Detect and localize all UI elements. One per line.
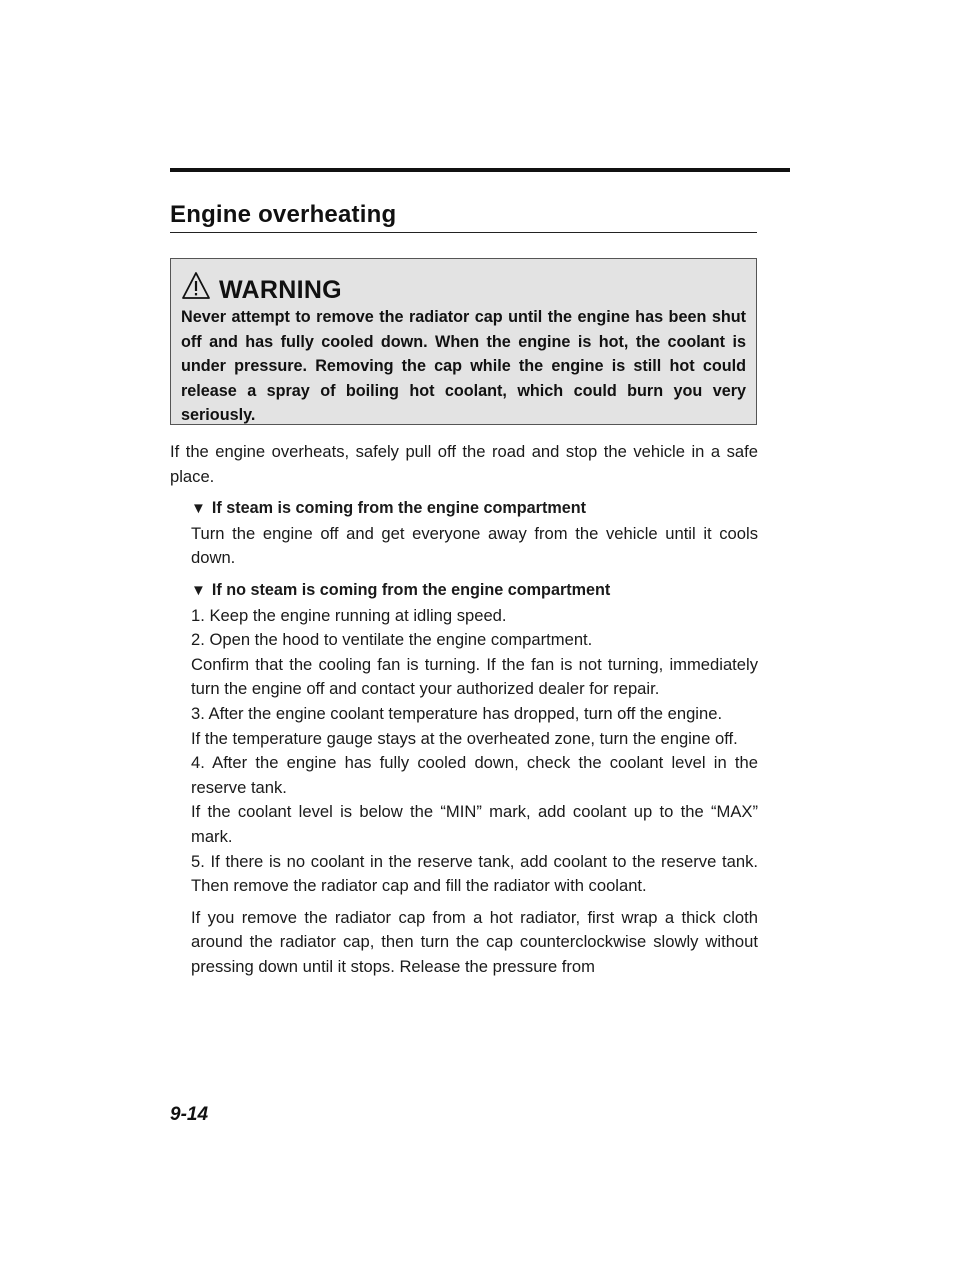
warning-triangle-icon xyxy=(181,271,211,301)
step-3: 3. After the engine coolant temperature has dropped, turn off the engine. xyxy=(191,703,723,723)
section-title: Engine overheating xyxy=(170,201,397,228)
no-steam-marker: ▼ xyxy=(191,581,206,599)
steam-marker: ▼ xyxy=(191,500,206,518)
step-3-note: If the temperature gauge stays at the overheated zone, turn the engine off. xyxy=(191,728,738,748)
step-4-note: If the coolant level is below the “MIN” mark, add coolant up to the “MAX” mark. xyxy=(191,802,758,846)
closing-paragraph: If you remove the radiator cap from a hot radiator, first wrap a thick cloth around the radiator cap, then turn the cap counterclockwise slowly without pressing down until it stops. Release the pressure from xyxy=(191,907,758,976)
no-steam-heading xyxy=(191,578,758,604)
steam-heading xyxy=(191,496,758,522)
step-4: 4. After the engine has fully cooled down, check the coolant level in the reserve tank. xyxy=(191,753,758,797)
warning-header xyxy=(181,269,746,303)
warning-text: Never attempt to remove the radiator cap until the engine has been shut off and has fully cooled down. When the engine is hot, the coolant is under pressure. Removing the cap while the engine is still hot could release a spray of boiling hot coolant, which could burn you very seriously. xyxy=(181,308,746,424)
title-underline xyxy=(170,232,757,233)
page-number: 9-14 xyxy=(170,1104,209,1125)
warning-box xyxy=(170,258,757,425)
step-5: 5. If there is no coolant in the reserve tank, add coolant to the reserve tank. Then remove the radiator cap and fill the radiator with coolant. xyxy=(191,851,758,896)
no-steam-heading-text: If no steam is coming from the engine compartment xyxy=(211,580,611,599)
step-2-note: Confirm that the cooling fan is turning. If the fan is not turning, immediately turn the engine off and contact your authorized dealer for repair. xyxy=(191,654,758,699)
warning-title: WARNING xyxy=(219,275,342,304)
top-rule xyxy=(170,168,790,172)
steam-text: Turn the engine off and get everyone away from the vehicle until it cools down. xyxy=(191,523,758,568)
step-1: 1. Keep the engine running at idling speed. xyxy=(191,605,507,625)
step-2: 2. Open the hood to ventilate the engine compartment. xyxy=(191,630,593,650)
body-content xyxy=(170,440,758,979)
steam-heading-text: If steam is coming from the engine compartment xyxy=(211,499,587,518)
intro-paragraph: If the engine overheats, safely pull off the road and stop the vehicle in a safe place. xyxy=(170,442,758,486)
